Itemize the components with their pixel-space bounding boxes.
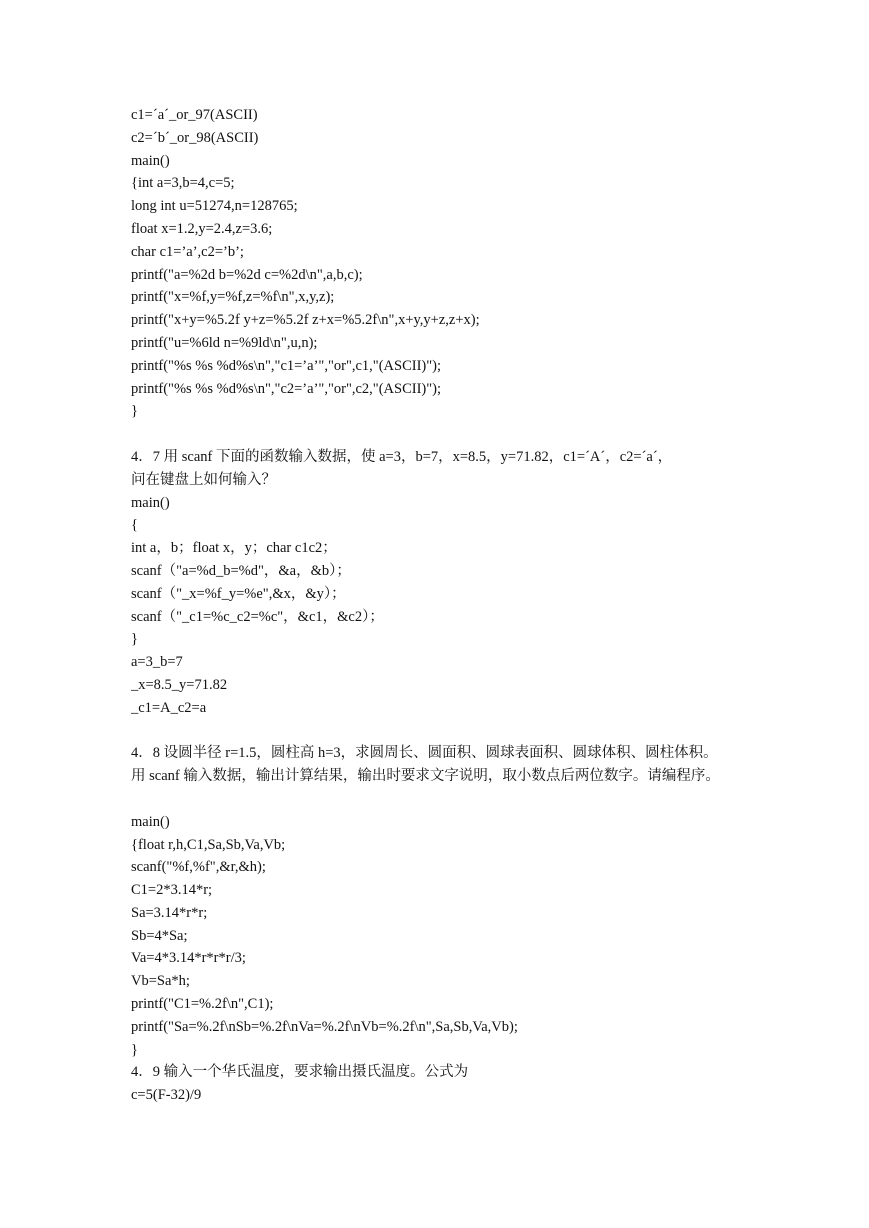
blank-line <box>131 720 751 743</box>
code-line: { <box>131 517 138 534</box>
code-line: scanf（"_c1=%c_c2=%c"，&c1，&c2）； <box>131 608 384 625</box>
code-line: {int a=3,b=4,c=5; <box>131 175 235 192</box>
code-line: Vb=Sa*h; <box>131 973 190 990</box>
code-line: Sa=3.14*r*r; <box>131 904 208 921</box>
section-4-8 <box>131 742 751 1061</box>
code-line: scanf（"_x=%f_y=%e",&x，&y）； <box>131 585 346 602</box>
code-line: long int u=51274,n=128765; <box>131 198 298 215</box>
code-line: main() <box>131 152 170 169</box>
input-line: _x=8.5_y=71.82 <box>131 676 228 693</box>
blank-line <box>131 423 751 446</box>
code-line: c1=´a´_or_97(ASCII) <box>131 107 258 123</box>
question-text: 4．8 设圆半径 r=1.5，圆柱高 h=3，求圆周长、圆面积、圆球表面积、圆球体积、圆柱体积。 <box>131 745 718 762</box>
code-line: } <box>131 631 138 648</box>
code-line: float x=1.2,y=2.4,z=3.6; <box>131 220 273 237</box>
code-line: {float r,h,C1,Sa,Sb,Va,Vb; <box>131 836 286 853</box>
code-line: printf("a=%2d b=%2d c=%2d\n",a,b,c); <box>131 266 363 283</box>
code-line: main() <box>131 813 170 830</box>
intro-code-block <box>131 104 751 423</box>
code-line: Va=4*3.14*r*r*r/3; <box>131 950 246 967</box>
code-line: printf("x=%f,y=%f,z=%f\n",x,y,z); <box>131 289 335 306</box>
code-line: char c1=’a’,c2=’b’; <box>131 243 244 260</box>
question-text: 用 scanf 输入数据，输出计算结果，输出时要求文字说明，取小数点后两位数字。请编程序。 <box>131 768 720 785</box>
question-text: 4．9 输入一个华氏温度，要求输出摄氏温度。公式为 <box>131 1064 469 1081</box>
input-line: a=3_b=7 <box>131 654 183 671</box>
code-line: printf("Sa=%.2f\nSb=%.2f\nVa=%.2f\nVb=%.2f\n",Sa,Sb,Va,Vb); <box>131 1018 518 1035</box>
code-line: printf("u=%6ld n=%9ld\n",u,n); <box>131 334 318 351</box>
question-text: 问在键盘上如何输入？ <box>131 471 276 488</box>
section-4-9 <box>131 1061 751 1107</box>
code-line: } <box>131 1041 138 1058</box>
code-line: c2=´b´_or_98(ASCII) <box>131 129 259 146</box>
code-line: main() <box>131 494 170 511</box>
blank-line <box>131 788 751 811</box>
formula-text: c=5(F-32)/9 <box>131 1087 202 1104</box>
code-line: scanf（"a=%d_b=%d"，&a，&b）； <box>131 562 351 579</box>
document-content <box>131 104 751 1107</box>
section-4-7 <box>131 446 751 720</box>
code-line: scanf("%f,%f",&r,&h); <box>131 859 266 876</box>
code-line: printf("%s %s %d%s\n","c2=’a’","or",c2,"(ASCII)"); <box>131 380 442 397</box>
input-line: _c1=A_c2=a <box>131 699 207 716</box>
question-text: 4．7 用 scanf 下面的函数输入数据，使 a=3，b=7，x=8.5，y=71.82，c1=´A´，c2=´a´， <box>131 448 673 465</box>
code-line: printf("x+y=%5.2f y+z=%5.2f z+x=%5.2f\n",x+y,y+z,z+x); <box>131 312 480 329</box>
code-line: } <box>131 403 138 420</box>
code-line: int a，b；float x，y；char c1c2； <box>131 540 337 557</box>
code-line: Sb=4*Sa; <box>131 927 188 944</box>
code-line: printf("C1=%.2f\n",C1); <box>131 996 274 1013</box>
code-line: C1=2*3.14*r; <box>131 882 213 899</box>
code-line: printf("%s %s %d%s\n","c1=’a’","or",c1,"(ASCII)"); <box>131 357 442 374</box>
